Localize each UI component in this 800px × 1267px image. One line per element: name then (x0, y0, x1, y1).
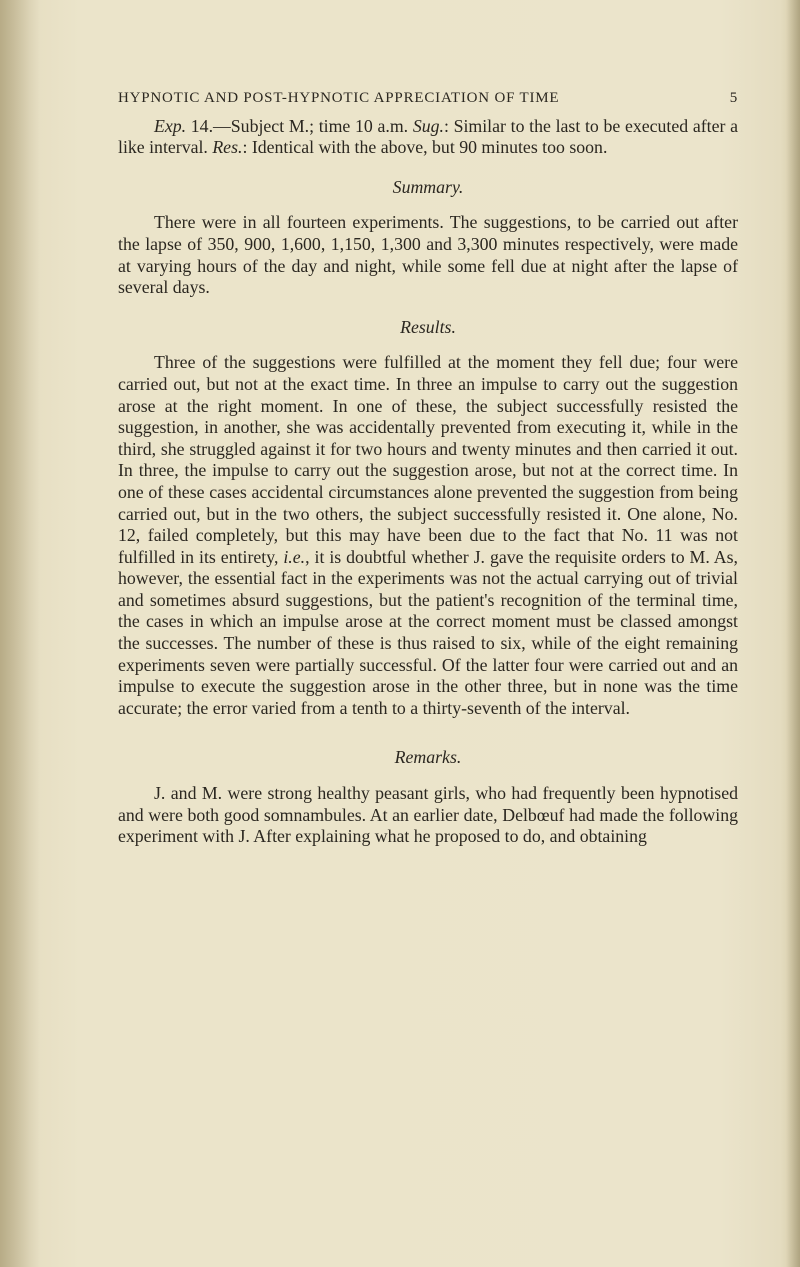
results-heading: Results. (400, 316, 456, 337)
results-ie: i.e. (283, 546, 306, 567)
summary-paragraph: There were in all fourteen experiments. The suggestions, to be carried out after the lapse of 350, 900, 1,600, 1,150, 1,300 and 3,300 minutes respectively, were made at varying hours of the day and night, while some fell due at night after the lapse of several days. (118, 212, 738, 298)
page-edge-shadow (786, 0, 800, 1267)
results-paragraph (118, 352, 738, 719)
running-head-title: HYPNOTIC AND POST-HYPNOTIC APPRECIATION OF TIME (118, 90, 560, 106)
exp-subject-time: 14.—Subject M.; time 10 a.m. (186, 115, 413, 136)
exp-label: Exp. (154, 115, 187, 136)
sug-label: Sug. (412, 115, 444, 136)
spine-shadow (0, 0, 40, 1267)
results-text-part-2: , it is doubtful whether J. gave the requisite orders to M. As, however, the essential fact in the experiments was not the actual carrying out of trivial and sometimes absurd suggestions, but the patient's recognition of the terminal time, the cases in which an impulse arose at the correct moment must be classed amongst the successes. The number of these is thus raised to six, while of the eight remaining experiments seven were partially successful. Of the latter four were carried out and an impulse to execute the suggestion arose in the other three, but in none was the time accurate; the error varied from a tenth to a thirty-seventh of the interval. (118, 546, 738, 718)
remarks-heading: Remarks. (394, 747, 462, 768)
remarks-paragraph: J. and M. were strong healthy peasant girls, who had frequently been hypnotised and were both good somnambules. At an earlier date, Delbœuf had made the following experiment with J. After explaining what he proposed to do, and obtaining (118, 783, 738, 847)
res-label: Res. (212, 137, 243, 158)
sug-text: : Similar to the last to be executed after a like interval. (118, 115, 738, 158)
res-text: : Identical with the above, but 90 minutes too soon. (242, 137, 608, 158)
experiment-14-paragraph (118, 116, 738, 159)
running-head (118, 88, 738, 110)
summary-heading: Summary. (392, 176, 464, 197)
page-body (118, 88, 738, 848)
page-number: 5 (729, 90, 738, 106)
results-text-part-1: Three of the suggestions were fulfilled at the moment they fell due; four were carried out, but not at the exact time. In three an impulse to carry out the suggestion arose at the right moment. In one of these, the subject successfully resisted the suggestion, in another, she was accidentally prevented from executing it, while in the third, she struggled against it for two hours and twenty minutes and then carried it out. In three, the impulse to carry out the suggestion arose, but not at the correct time. In one of these cases accidental circumstances alone prevented the suggestion from being carried out, but in the two others, the subject successfully resisted it. One alone, No. 12, failed completely, but this may have been due to the fact that No. 11 was not fulfilled in its entirety, (118, 352, 738, 567)
